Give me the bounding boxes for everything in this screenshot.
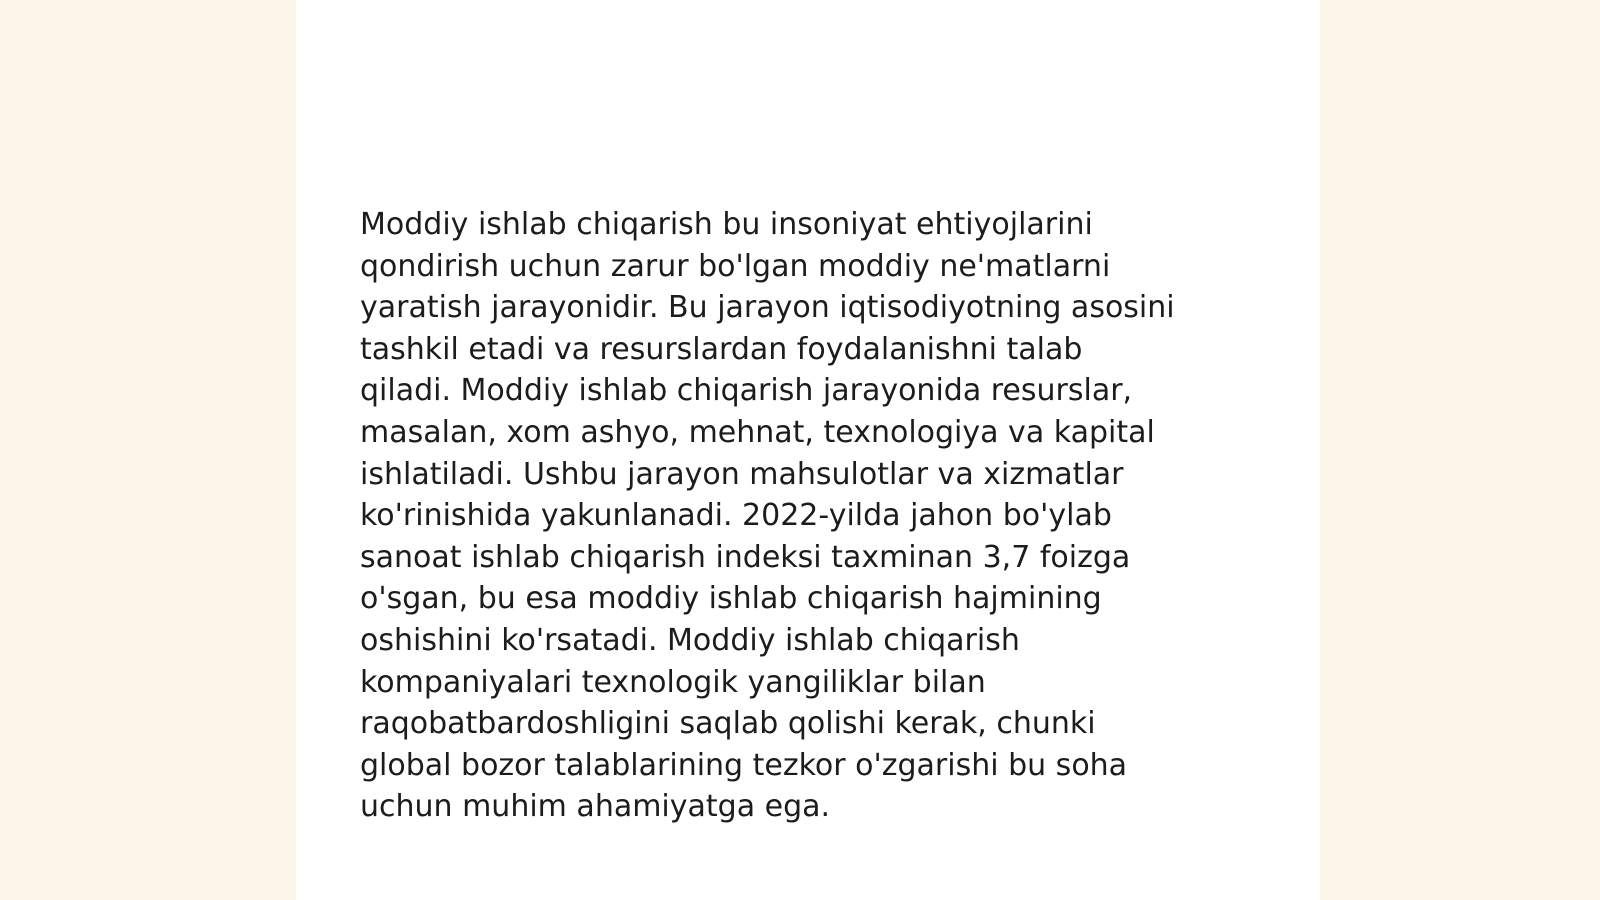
paragraph-line: global bozor talablarining tezkor o'zgarishi bu soha [360, 747, 1128, 783]
paragraph-line: yaratish jarayonidir. Bu jarayon iqtisodiyotning asosini [360, 290, 1175, 326]
paragraph-line: tashkil etadi va resurslardan foydalanishni talab [360, 331, 1083, 367]
paragraph-line: ko'rinishida yakunlanadi. 2022-yilda jahon bo'ylab [360, 498, 1112, 534]
paragraph-line: ishlatiladi. Ushbu jarayon mahsulotlar va xizmatlar [360, 456, 1124, 492]
paragraph-line: kompaniyalari texnologik yangiliklar bilan [360, 664, 986, 700]
paragraph-line: masalan, xom ashyo, mehnat, texnologiya va kapital [360, 414, 1155, 450]
paragraph-line: raqobatbardoshligini saqlab qolishi kerak, chunki [360, 706, 1096, 742]
paragraph-line: Moddiy ishlab chiqarish bu insoniyat ehtiyojlarini [360, 207, 1093, 242]
paragraph-line: sanoat ishlab chiqarish indeksi taxminan 3,7 foizga [360, 539, 1131, 575]
paragraph-line: qondirish uchun zarur bo'lgan moddiy ne'matlarni [360, 248, 1111, 284]
paragraph-line: o'sgan, bu esa moddiy ishlab chiqarish hajmining [360, 581, 1102, 617]
document-page [296, 0, 1320, 900]
body-paragraph [360, 204, 1260, 828]
paragraph-line: uchun muhim ahamiyatga ega. [360, 789, 831, 825]
paragraph-line: qiladi. Moddiy ishlab chiqarish jarayonida resurslar, [360, 373, 1133, 409]
paragraph-line: oshishini ko'rsatadi. Moddiy ishlab chiqarish [360, 622, 1020, 658]
